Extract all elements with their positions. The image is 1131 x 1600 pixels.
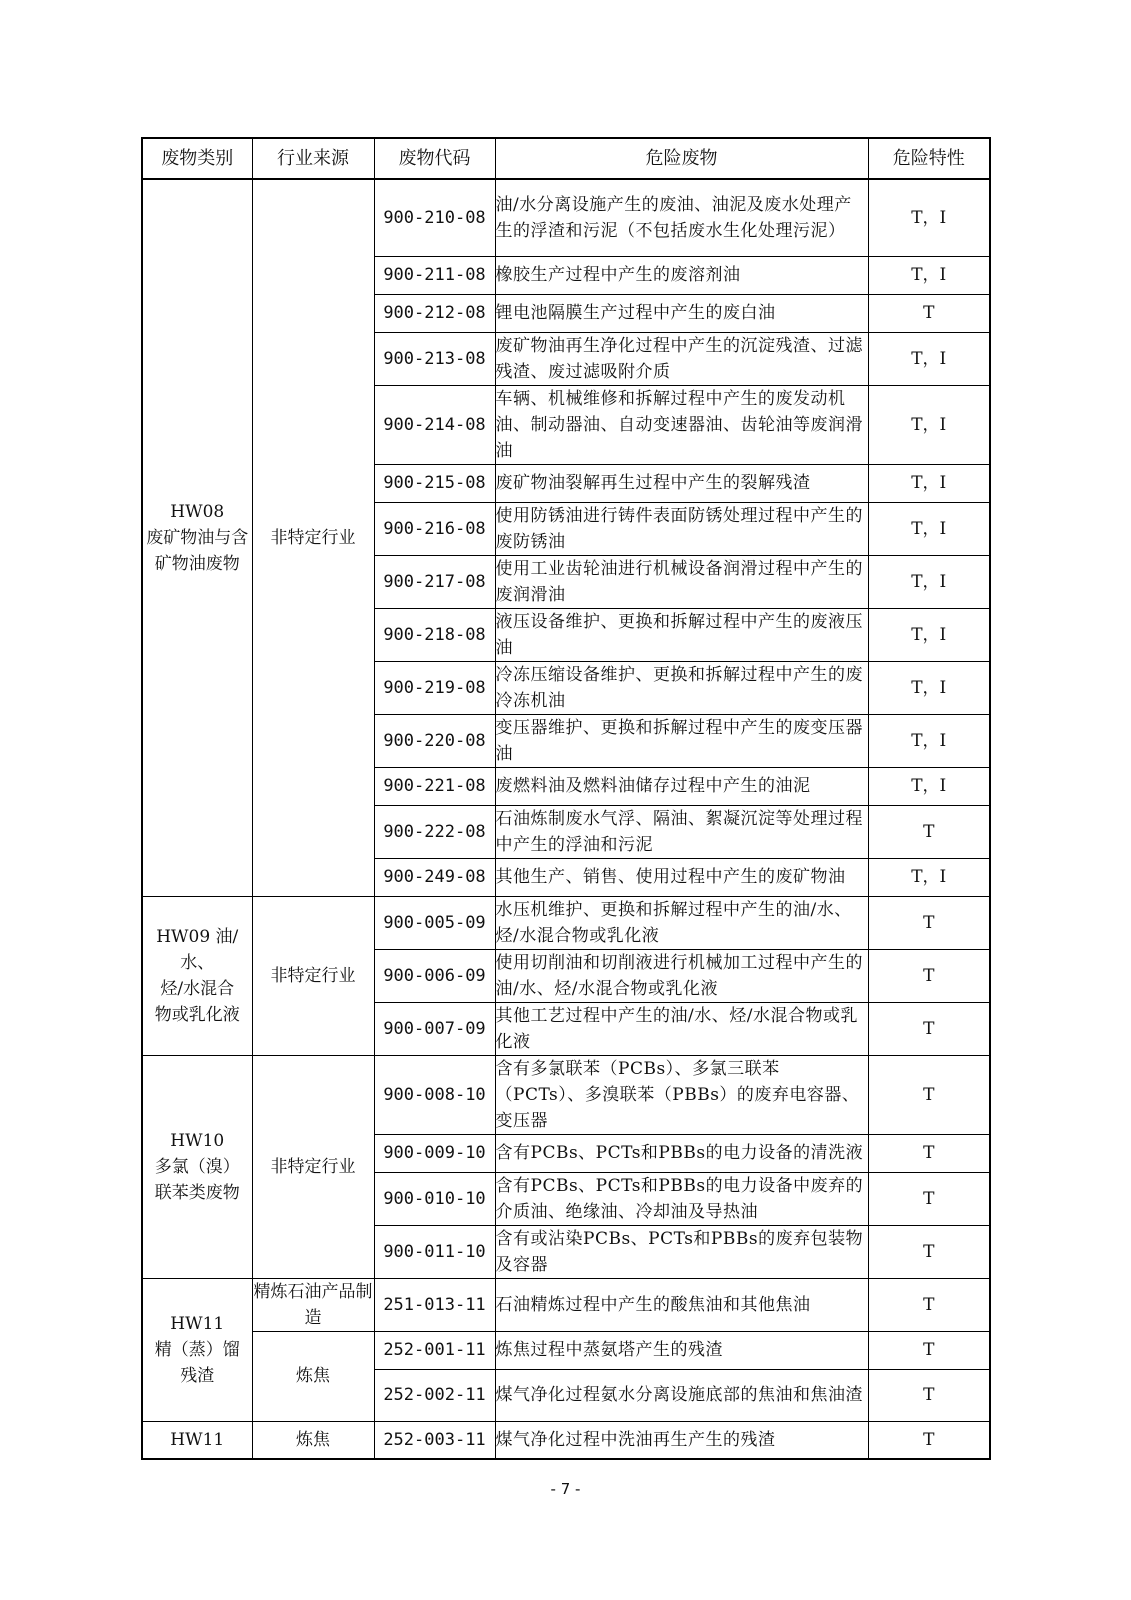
waste-code: 900-005-09 <box>374 896 495 949</box>
waste-code: 900-216-08 <box>374 502 495 555</box>
category-line: 烃/水混合 <box>160 978 235 999</box>
waste-code: 900-007-09 <box>374 1002 495 1055</box>
hazardous-waste-table <box>141 137 991 1460</box>
hazard-characteristic: T <box>868 896 990 949</box>
hazard-characteristic: T <box>868 1331 990 1369</box>
table-row <box>142 179 990 256</box>
waste-description: 液压设备维护、更换和拆解过程中产生的废液压油 <box>495 608 868 661</box>
waste-description: 废燃料油及燃料油储存过程中产生的油泥 <box>495 767 868 805</box>
table-row <box>142 896 990 949</box>
hazard-characteristic: T <box>868 1421 990 1459</box>
waste-code: 900-249-08 <box>374 858 495 896</box>
hazard-characteristic: T <box>868 1369 990 1421</box>
waste-code: 900-212-08 <box>374 294 495 332</box>
waste-description: 橡胶生产过程中产生的废溶剂油 <box>495 256 868 294</box>
category-line: 残渣 <box>180 1365 215 1386</box>
waste-code: 900-215-08 <box>374 464 495 502</box>
waste-code: 900-221-08 <box>374 767 495 805</box>
hazard-characteristic: T <box>868 1002 990 1055</box>
waste-description: 含有或沾染PCBs、PCTs和PBBs的废弃包装物及容器 <box>495 1225 868 1278</box>
category-cell-hw09 <box>142 896 252 1055</box>
table-row <box>142 1055 990 1134</box>
category-line: HW09 油/水、 <box>156 926 239 973</box>
waste-code: 900-010-10 <box>374 1172 495 1225</box>
waste-code: 900-219-08 <box>374 661 495 714</box>
waste-description: 车辆、机械维修和拆解过程中产生的废发动机油、制动器油、自动变速器油、齿轮油等废润滑油 <box>495 385 868 464</box>
hazard-characteristic: T <box>868 1134 990 1172</box>
header-waste-code: 废物代码 <box>374 138 495 179</box>
hazard-characteristic: T <box>868 1225 990 1278</box>
waste-description: 锂电池隔膜生产过程中产生的废白油 <box>495 294 868 332</box>
waste-description: 其他生产、销售、使用过程中产生的废矿物油 <box>495 858 868 896</box>
category-line: HW11 <box>170 1313 225 1334</box>
table-row <box>142 1278 990 1331</box>
waste-code: 900-008-10 <box>374 1055 495 1134</box>
waste-code: 252-002-11 <box>374 1369 495 1421</box>
table-row <box>142 1331 990 1369</box>
waste-description: 变压器维护、更换和拆解过程中产生的废变压器油 <box>495 714 868 767</box>
waste-code: 900-006-09 <box>374 949 495 1002</box>
waste-description: 炼焦过程中蒸氨塔产生的残渣 <box>495 1331 868 1369</box>
waste-code: 900-218-08 <box>374 608 495 661</box>
waste-description: 其他工艺过程中产生的油/水、烃/水混合物或乳化液 <box>495 1002 868 1055</box>
waste-code: 900-217-08 <box>374 555 495 608</box>
hazard-characteristic: T，I <box>868 608 990 661</box>
waste-code: 900-211-08 <box>374 256 495 294</box>
waste-code: 900-220-08 <box>374 714 495 767</box>
hazard-characteristic: T，I <box>868 179 990 256</box>
waste-code: 251-013-11 <box>374 1278 495 1331</box>
waste-description: 使用切削油和切削液进行机械加工过程中产生的油/水、烃/水混合物或乳化液 <box>495 949 868 1002</box>
header-hazardous-waste: 危险废物 <box>495 138 868 179</box>
hazard-characteristic: T，I <box>868 661 990 714</box>
category-line: 矿物油废物 <box>154 553 240 574</box>
category-cell-hw11-cont: HW11 <box>142 1421 252 1459</box>
waste-description: 废矿物油裂解再生过程中产生的裂解残渣 <box>495 464 868 502</box>
category-line: 精（蒸）馏 <box>154 1339 240 1360</box>
category-line: HW08 <box>170 501 225 522</box>
hazard-characteristic: T <box>868 805 990 858</box>
hazard-characteristic: T，I <box>868 385 990 464</box>
header-industry-source: 行业来源 <box>252 138 374 179</box>
waste-description: 石油炼制废水气浮、隔油、絮凝沉淀等处理过程中产生的浮油和污泥 <box>495 805 868 858</box>
industry-cell: 炼焦 <box>252 1331 374 1421</box>
hazard-characteristic: T，I <box>868 502 990 555</box>
hazard-characteristic: T，I <box>868 332 990 385</box>
waste-description: 使用防锈油进行铸件表面防锈处理过程中产生的废防锈油 <box>495 502 868 555</box>
waste-code: 900-213-08 <box>374 332 495 385</box>
hazard-characteristic: T，I <box>868 256 990 294</box>
waste-description: 水压机维护、更换和拆解过程中产生的油/水、烃/水混合物或乳化液 <box>495 896 868 949</box>
category-cell-hw11 <box>142 1278 252 1421</box>
waste-description: 含有PCBs、PCTs和PBBs的电力设备的清洗液 <box>495 1134 868 1172</box>
hazard-characteristic: T，I <box>868 714 990 767</box>
industry-cell: 非特定行业 <box>252 1055 374 1278</box>
table-header-row <box>142 138 990 179</box>
hazard-characteristic: T，I <box>868 555 990 608</box>
hazard-characteristic: T <box>868 1172 990 1225</box>
waste-description: 含有PCBs、PCTs和PBBs的电力设备中废弃的介质油、绝缘油、冷却油及导热油 <box>495 1172 868 1225</box>
waste-description: 冷冻压缩设备维护、更换和拆解过程中产生的废冷冻机油 <box>495 661 868 714</box>
category-cell-hw10 <box>142 1055 252 1278</box>
industry-cell: 非特定行业 <box>252 896 374 1055</box>
hazard-characteristic: T，I <box>868 858 990 896</box>
hazard-characteristic: T <box>868 294 990 332</box>
waste-code: 900-009-10 <box>374 1134 495 1172</box>
industry-cell: 精炼石油产品制造 <box>252 1278 374 1331</box>
industry-cell: 炼焦 <box>252 1421 374 1459</box>
category-cell-hw08 <box>142 179 252 896</box>
category-line: 多氯（溴） <box>154 1156 240 1177</box>
waste-description: 煤气净化过程中洗油再生产生的残渣 <box>495 1421 868 1459</box>
category-line: 联苯类废物 <box>154 1182 240 1203</box>
waste-description: 废矿物油再生净化过程中产生的沉淀残渣、过滤残渣、废过滤吸附介质 <box>495 332 868 385</box>
hazard-characteristic: T，I <box>868 767 990 805</box>
waste-description: 煤气净化过程氨水分离设施底部的焦油和焦油渣 <box>495 1369 868 1421</box>
header-waste-category: 废物类别 <box>142 138 252 179</box>
table-row <box>142 1421 990 1459</box>
header-hazard-characteristic: 危险特性 <box>868 138 990 179</box>
page-number: - 7 - <box>550 1480 581 1498</box>
hazard-characteristic: T <box>868 1278 990 1331</box>
hazard-characteristic: T <box>868 1055 990 1134</box>
hazard-characteristic: T <box>868 949 990 1002</box>
category-line: 物或乳化液 <box>154 1004 240 1025</box>
waste-code: 900-214-08 <box>374 385 495 464</box>
waste-code: 900-011-10 <box>374 1225 495 1278</box>
waste-description: 使用工业齿轮油进行机械设备润滑过程中产生的废润滑油 <box>495 555 868 608</box>
waste-code: 900-222-08 <box>374 805 495 858</box>
industry-cell: 非特定行业 <box>252 179 374 896</box>
category-line: HW10 <box>170 1130 225 1151</box>
waste-description: 石油精炼过程中产生的酸焦油和其他焦油 <box>495 1278 868 1331</box>
hazard-characteristic: T，I <box>868 464 990 502</box>
waste-description: 油/水分离设施产生的废油、油泥及废水处理产生的浮渣和污泥（不包括废水生化处理污泥） <box>495 179 868 256</box>
waste-code: 900-210-08 <box>374 179 495 256</box>
waste-code: 252-003-11 <box>374 1421 495 1459</box>
waste-code: 252-001-11 <box>374 1331 495 1369</box>
waste-description: 含有多氯联苯（PCBs）、多氯三联苯（PCTs）、多溴联苯（PBBs）的废弃电容器、变压器 <box>495 1055 868 1134</box>
category-line: 废矿物油与含 <box>146 527 249 548</box>
